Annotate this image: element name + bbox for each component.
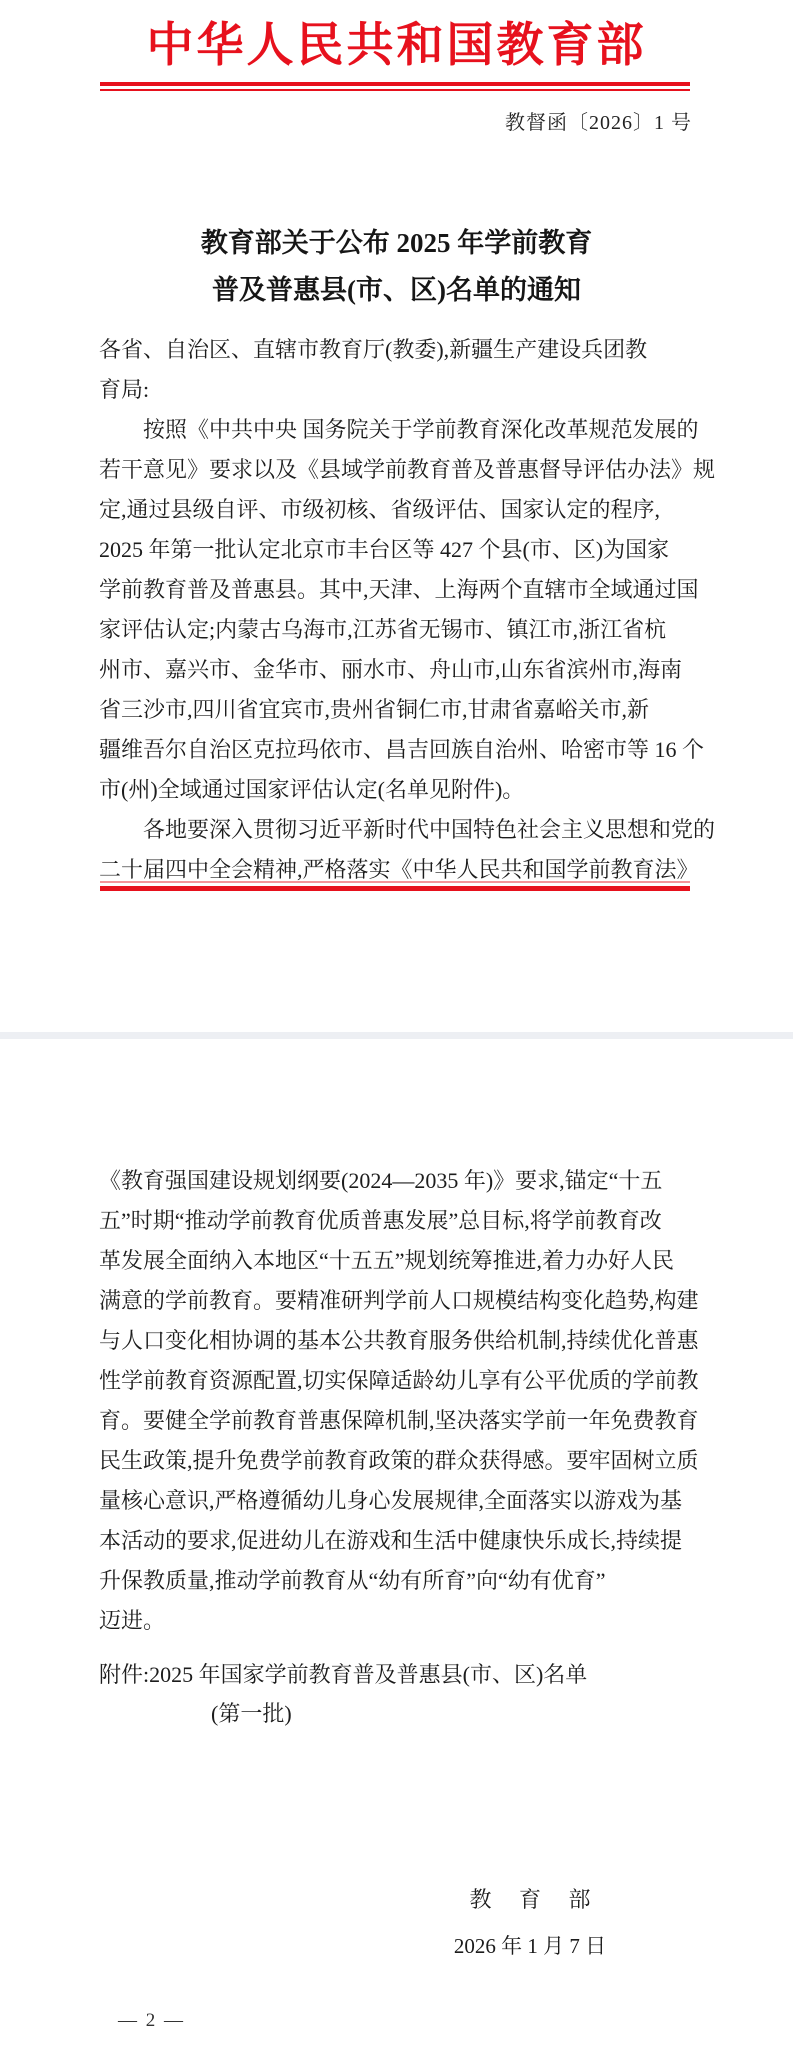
body-line: 学前教育普及普惠县。其中,天津、上海两个直辖市全域通过国 (99, 577, 699, 602)
page1-footer-rule-thin (100, 881, 690, 883)
attachment-line1: 附件:2025 年国家学前教育普及普惠县(市、区)名单 (99, 1662, 588, 1687)
body-line: 量核心意识,严格遵循幼儿身心发展规律,全面落实以游戏为基 (99, 1488, 683, 1513)
page1-footer-rule-thick (100, 886, 690, 891)
attachment-line2: (第一批) (211, 1701, 292, 1726)
body-line: 升保教质量,推动学前教育从“幼有所育”向“幼有优育” (99, 1568, 606, 1593)
body-line: 本活动的要求,促进幼儿在游戏和生活中健康快乐成长,持续提 (99, 1528, 683, 1553)
issue-date: 2026 年 1 月 7 日 (453, 1934, 607, 1958)
body-line: 定,通过县级自评、市级初核、省级评估、国家认定的程序, (99, 497, 661, 522)
body-line: 迈进。 (99, 1608, 166, 1633)
page-number: — 2 — (118, 2010, 185, 2031)
letterhead-rule-thin (100, 89, 690, 91)
body-line: 育。要健全学前教育普惠保障机制,坚决落实学前一年免费教育 (99, 1408, 699, 1433)
ministry-letterhead-title: 中华人民共和国教育部 (146, 20, 647, 72)
issuing-authority: 教 育 部 (469, 1887, 591, 1912)
body-line: 2025 年第一批认定北京市丰台区等 427 个县(市、区)为国家 (99, 537, 670, 562)
body-line: 各地要深入贯彻习近平新时代中国特色社会主义思想和党的 (99, 817, 716, 842)
document-reference-number: 教督函〔2026〕1 号 (505, 112, 692, 134)
body-line: 州市、嘉兴市、金华市、丽水市、舟山市,山东省滨州市,海南 (99, 657, 683, 682)
body-line: 家评估认定;内蒙古乌海市,江苏省无锡市、镇江市,浙江省杭 (99, 617, 667, 642)
body-line: 革发展全面纳入本地区“十五五”规划统筹推进,着力办好人民 (99, 1248, 675, 1273)
body-line: 五”时期“推动学前教育优质普惠发展”总目标,将学前教育改 (99, 1208, 662, 1233)
body-line: 各省、自治区、直辖市教育厅(教委),新疆生产建设兵团教 (99, 337, 648, 362)
notice-title-line2: 普及普惠县(市、区)名单的通知 (212, 275, 581, 305)
notice-body-page1 (99, 330, 716, 890)
signature-block (330, 1884, 730, 1962)
body-line: 育局: (99, 377, 150, 402)
notice-title-line1: 教育部关于公布 2025 年学前教育 (200, 228, 593, 258)
attachment-reference (99, 1655, 695, 1733)
notice-title (0, 220, 793, 314)
page-separator (0, 1032, 793, 1039)
body-line: 《教育强国建设规划纲要(2024—2035 年)》要求,锚定“十五 (99, 1168, 663, 1193)
body-line: 民生政策,提升免费学前教育政策的群众获得感。要牢固树立质 (99, 1448, 699, 1473)
notice-body-page2 (99, 1161, 699, 1641)
body-line: 二十届四中全会精神,严格落实《中华人民共和国学前教育法》 (99, 857, 699, 882)
body-line: 性学前教育资源配置,切实保障适龄幼儿享有公平优质的学前教 (99, 1368, 699, 1393)
body-line: 省三沙市,四川省宜宾市,贵州省铜仁市,甘肃省嘉峪关市,新 (99, 697, 650, 722)
body-line: 满意的学前教育。要精准研判学前人口规模结构变化趋势,构建 (99, 1288, 699, 1313)
body-line: 按照《中共中央 国务院关于学前教育深化改革规范发展的 (99, 417, 699, 442)
body-line: 若干意见》要求以及《县域学前教育普及普惠督导评估办法》规 (99, 457, 716, 482)
body-line: 与人口变化相协调的基本公共教育服务供给机制,持续优化普惠 (99, 1328, 699, 1353)
letterhead-rule-thick (100, 82, 690, 86)
body-line: 疆维吾尔自治区克拉玛依市、昌吉回族自治州、哈密市等 16 个 (99, 737, 705, 762)
body-line: 市(州)全域通过国家评估认定(名单见附件)。 (99, 777, 525, 802)
